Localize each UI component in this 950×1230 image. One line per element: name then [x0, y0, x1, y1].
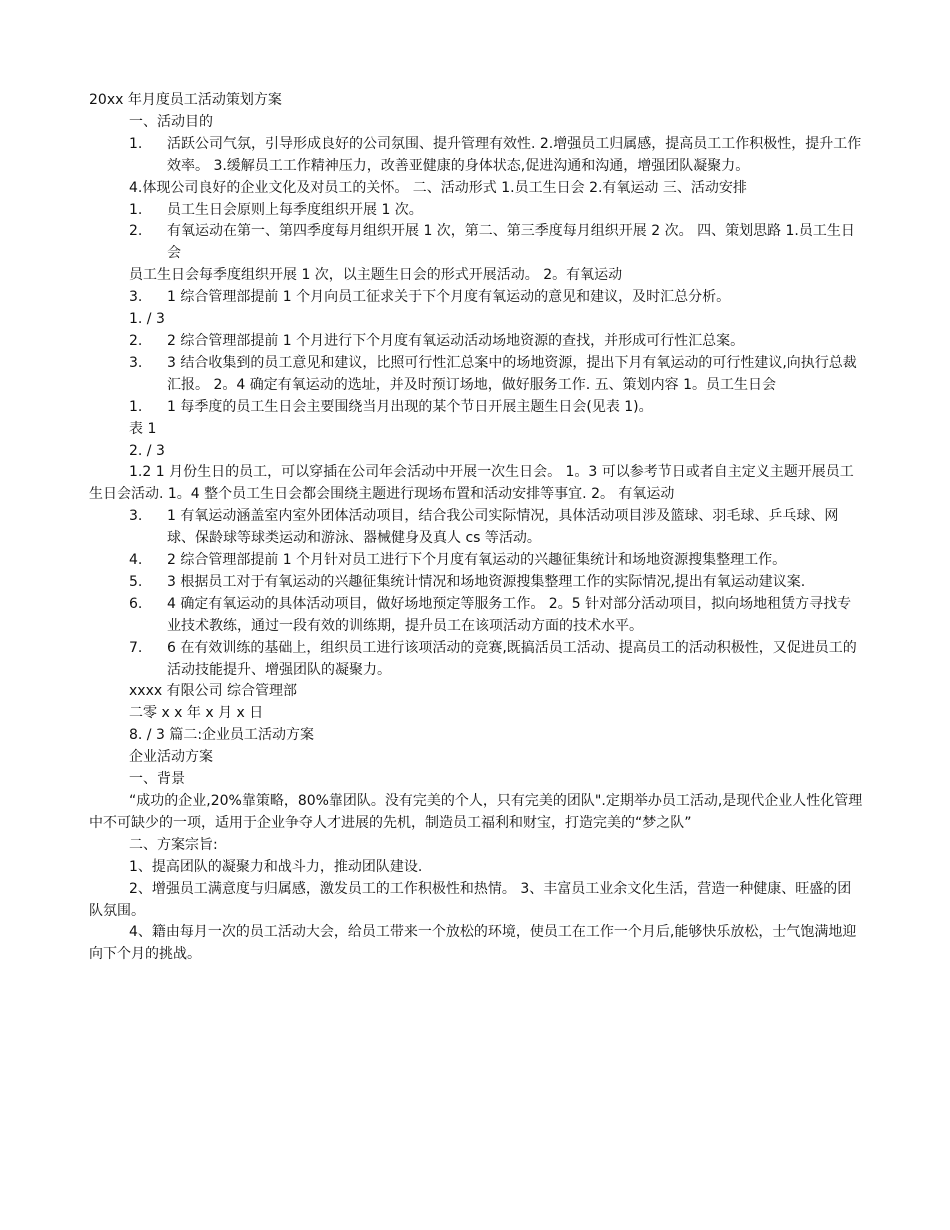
section-heading-background: 一、背景 — [129, 771, 185, 788]
list-number: 1. — [129, 201, 143, 218]
list-number: 5. — [129, 573, 143, 590]
list-text: 1 每季度的员工生日会主要围绕当月出现的某个节日开展主题生日会(见表 1)。 — [167, 398, 653, 415]
list-text: 2 综合管理部提前 1 个月针对员工进行下个月度有氧运动的兴趣征集统计和场地资源搜集整理工作。 — [167, 552, 787, 569]
list-item — [89, 594, 864, 638]
list-item — [89, 287, 864, 309]
list-text: 6 在有效训练的基础上，组织员工进行该项活动的竞赛,既搞活员工活动、提高员工的活动积极性，又促进员工的活动技能提升、增强团队的凝聚力。 — [167, 639, 857, 678]
document-title: 20xx 年月度员工活动策划方案 — [89, 92, 282, 108]
signature-date: 二零 x x 年 x 月 x 日 — [129, 705, 264, 722]
paragraph: “成功的企业,20%靠策略，80%靠团队。没有完美的个人，只有完美的团队".定期举办员工活动,是现代企业人性化管理中不可缺少的一项，适用于企业争夺人才进展的先机，制造员工福利和财宝，打造完美的“梦之队” — [89, 793, 863, 831]
list-number: 4. — [129, 552, 143, 569]
list-text: 2 综合管理部提前 1 个月进行下个月度有氧运动活动场地资源的查找，并形成可行性汇总案。 — [167, 332, 745, 349]
list-number: 1. — [129, 398, 143, 415]
paragraph: 1、提高团队的凝聚力和战斗力，推动团队建设. — [129, 858, 423, 875]
list-number: 2. — [129, 223, 143, 240]
list-item — [89, 331, 864, 353]
list-item — [89, 397, 864, 419]
list-number: 1. — [129, 135, 143, 152]
paragraph: 员工生日会每季度组织开展 1 次，以主题生日会的形式开展活动。 2。有氧运动 — [129, 267, 623, 284]
list-number: 3. — [129, 289, 143, 306]
paragraph: 1.2 1 月份生日的员工，可以穿插在公司年会活动中开展一次生日会。 1。3 可以参考节日或者自主定义主题开展员工生日会活动. 1。4 整个员工生日会都会围绕主题进行现场布置和活动安排等事宜. 2。 有氧运动 — [89, 464, 854, 503]
table-reference: 表 1 — [129, 420, 157, 437]
list-text: 活跃公司气氛，引导形成良好的公司氛围、提升管理有效性. 2.增强员工归属感，提高员工工作积极性，提升工作效率。 3.缓解员工工作精神压力，改善亚健康的身体状态,促进沟通和沟通，增强团队凝聚力。 — [167, 135, 862, 174]
list-number: 7. — [129, 639, 143, 656]
company-signature: xxxx 有限公司 综合管理部 — [129, 683, 298, 700]
list-item — [89, 134, 864, 178]
list-text: 3 根据员工对于有氧运动的兴趣征集统计情况和场地资源搜集整理工作的实际情况,提出有氧运动建议案. — [167, 573, 806, 590]
list-number: 6. — [129, 595, 143, 612]
list-item — [89, 572, 864, 594]
list-text: 1 有氧运动涵盖室内室外团体活动项目，结合我公司实际情况，具体活动项目涉及篮球、羽毛球、乒乓球、网球、保龄球等球类运动和游泳、器械健身及真人 cs 等活动。 — [167, 508, 839, 547]
list-item — [89, 221, 864, 265]
page-marker: 8. / 3 篇二:企业员工活动方案 — [129, 727, 315, 744]
list-item — [89, 200, 864, 222]
list-item — [89, 550, 864, 572]
list-number: 3. — [129, 508, 143, 525]
list-text: 3 结合收集到的员工意见和建议，比照可行性汇总案中的场地资源，提出下月有氧运动的可行性建议,向执行总裁汇报。 2。4 确定有氧运动的选址，并及时预订场地，做好服务工作. 五、策划内容 1。员工生日会 — [167, 354, 857, 393]
document-body — [89, 90, 864, 966]
list-text: 1 综合管理部提前 1 个月向员工征求关于下个月度有氧运动的意见和建议，及时汇总分析。 — [167, 289, 731, 306]
list-number: 2. — [129, 332, 143, 349]
list-item — [89, 638, 864, 682]
list-text: 员工生日会原则上每季度组织开展 1 次。 — [167, 201, 423, 218]
paragraph: 4.体现公司良好的企业文化及对员工的关怀。 二、活动形式 1.员工生日会 2.有氧运动 三、活动安排 — [129, 179, 747, 196]
document-title-2: 企业活动方案 — [129, 749, 213, 766]
page-marker: 2. / 3 — [129, 442, 165, 459]
section-heading-purpose-2: 二、方案宗旨: — [129, 836, 218, 853]
page-marker: 1. / 3 — [129, 311, 165, 328]
paragraph: 2、增强员工满意度与归属感，激发员工的工作积极性和热情。 3、丰富员工业余文化生活，营造一种健康、旺盛的团队氛围。 — [89, 880, 852, 919]
list-item — [89, 506, 864, 550]
list-number: 3. — [129, 354, 143, 371]
section-heading-purpose: 一、活动目的 — [129, 113, 213, 130]
paragraph: 4、籍由每月一次的员工活动大会，给员工带来一个放松的环境，使员工在工作一个月后,能够快乐放松，士气饱满地迎向下个月的挑战。 — [89, 924, 857, 963]
list-text: 4 确定有氧运动的具体活动项目，做好场地预定等服务工作。 2。5 针对部分活动项目，拟向场地租赁方寻找专业技术教练，通过一段有效的训练期，提升员工在该项活动方面的技术水平。 — [167, 595, 852, 634]
list-text: 有氧运动在第一、第四季度每月组织开展 1 次，第二、第三季度每月组织开展 2 次。 四、策划思路 1.员工生日会 — [167, 223, 855, 262]
list-item — [89, 353, 864, 397]
